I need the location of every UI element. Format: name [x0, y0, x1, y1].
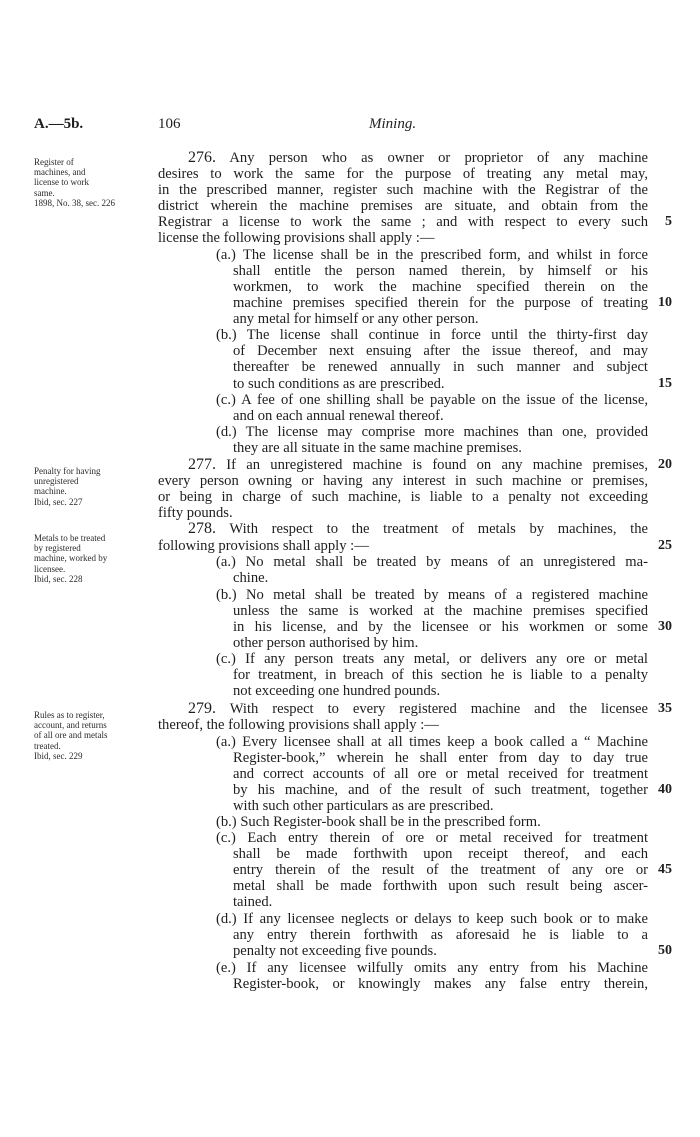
line-number: 35 [658, 701, 672, 716]
text-line: shall be made forthwith upon receipt thereof, and each [233, 846, 648, 862]
margin-note-line: Penalty for having [34, 466, 101, 476]
section-number: 276. [188, 149, 216, 166]
margin-note-line: treated. [34, 740, 61, 751]
line-number: 10 [658, 295, 672, 310]
text-line: (a.) No metal shall be treated by means of an unregistered ma- [216, 554, 648, 570]
margin-note-line: license to work [34, 177, 89, 188]
text-line: machine premises specified therein for the purpose of treating [233, 295, 648, 311]
section-number: 278. [188, 520, 216, 537]
margin-note-line: Rules as to register, [34, 710, 105, 720]
text-line: (c.) A fee of one shilling shall be payable on the issue of the license, [216, 392, 648, 408]
text-line: (a.) The license shall be in the prescribed form, and whilst in force [216, 247, 648, 263]
text-line: not exceeding one hundred pounds. [233, 683, 441, 699]
text-line: following provisions shall apply :— [158, 538, 369, 554]
section-277-line [188, 457, 648, 473]
text-line: license the following provisions shall apply :— [158, 230, 435, 246]
text-line: by his machine, and of the result of such treatment, together [233, 782, 648, 798]
text-line: Register-book,” wherein he shall enter from day to day true [233, 750, 648, 766]
margin-note-278 [34, 533, 156, 584]
line-number: 50 [658, 943, 672, 958]
margin-note-line: Metals to be treated [34, 533, 106, 543]
line-text: With respect to every registered machine and the licensee [229, 701, 649, 717]
margin-note-279 [34, 710, 156, 761]
line-text: If an unregistered machine is found on any machine premises, [226, 457, 649, 473]
text-line: (c.) If any person treats any metal, or delivers any ore or metal [216, 651, 648, 667]
text-line: and on each annual renewal thereof. [233, 408, 444, 424]
section-278-line [188, 521, 648, 537]
text-line: Register-book, or knowingly makes any false entry therein, [233, 976, 648, 992]
text-line: (d.) If any licensee neglects or delays to keep such book or to make [216, 911, 648, 927]
margin-note-line: account, and returns [34, 720, 107, 731]
text-line: with such other particulars as are prescribed. [233, 798, 494, 814]
text-line: in the prescribed manner, register such machine with the Registrar of the [158, 182, 648, 198]
margin-note-276 [34, 157, 156, 208]
line-number: 30 [658, 619, 672, 634]
line-number: 40 [658, 782, 672, 797]
text-line: district wherein the machine premises are situate, and obtain from the [158, 198, 648, 214]
text-line: of December next ensuing after the issue thereof, and may [233, 343, 648, 359]
margin-note-line: licensee. [34, 563, 66, 574]
text-line: entry therein of the result of the treatment of any ore or [233, 862, 648, 878]
text-line: metal shall be made forthwith upon such result being ascer- [233, 878, 648, 894]
section-number: 277. [188, 456, 216, 473]
margin-note-line: same. [34, 187, 55, 198]
text-line: to such conditions as are prescribed. [233, 376, 445, 392]
text-line: tained. [233, 894, 273, 910]
section-276-line [188, 150, 648, 166]
line-text: With respect to the treatment of metals by machines, the [229, 521, 648, 537]
text-line: (a.) Every licensee shall at all times keep a book called a “ Machine [216, 734, 648, 750]
margin-note-line: Ibid, sec. 228 [34, 573, 83, 584]
text-line: in his license, and by the licensee or his workmen or some [233, 619, 648, 635]
line-number: 5 [665, 214, 672, 229]
text-line: (c.) Each entry therein of ore or metal received for treatment [216, 830, 648, 846]
margin-note-line: 1898, No. 38, sec. 226 [34, 197, 115, 208]
text-line: thereof, the following provisions shall apply :— [158, 717, 439, 733]
section-279-line [188, 701, 648, 717]
text-line: thereafter be renewed annually in such manner and subject [233, 359, 648, 375]
text-line: Registrar a license to work the same ; and with respect to every such [158, 214, 648, 230]
margin-note-line: unregistered [34, 476, 79, 487]
text-line: (d.) The license may comprise more machines than one, provided [216, 424, 648, 440]
margin-note-line: of all ore and metals [34, 730, 108, 741]
margin-note-line: machines, and [34, 167, 86, 178]
line-number: 45 [658, 862, 672, 877]
text-line: (e.) If any licensee wilfully omits any entry from his Machine [216, 960, 648, 976]
margin-note-line: machine. [34, 486, 67, 497]
text-line: for treatment, in breach of this section he is liable to a penalty [233, 667, 648, 683]
text-line: any entry therein forthwith as aforesaid he is liable to a [233, 927, 648, 943]
text-line: they are all situate in the same machine premises. [233, 440, 522, 456]
page-header [0, 116, 700, 136]
text-line: (b.) No metal shall be treated by means of a registered machine [216, 587, 648, 603]
text-line: fifty pounds. [158, 505, 233, 521]
margin-note-277 [34, 466, 156, 507]
text-line: unless the same is worked at the machine premises specified [233, 603, 648, 619]
document-code: A.—5b. [34, 116, 84, 132]
margin-note-line: Ibid, sec. 227 [34, 496, 83, 507]
text-line: penalty not exceeding five pounds. [233, 943, 437, 959]
section-number: 279. [188, 700, 216, 717]
margin-note-line: Ibid, sec. 229 [34, 750, 83, 761]
margin-note-line: Register of [34, 157, 74, 167]
page-number: 106 [158, 116, 181, 132]
text-line: other person authorised by him. [233, 635, 419, 651]
text-line: or being in charge of such machine, is liable to a penalty not exceeding [158, 489, 648, 505]
text-line: chine. [233, 570, 269, 586]
page-title: Mining. [369, 116, 417, 132]
text-line: every person owning or having any interest in such machine or premises, [158, 473, 648, 489]
text-line: any metal for himself or any other person. [233, 311, 479, 327]
line-number: 25 [658, 538, 672, 553]
margin-note-line: by registered [34, 543, 81, 554]
line-number: 15 [658, 376, 672, 391]
text-line: workmen, to work the machine specified therein on the [233, 279, 648, 295]
line-number: 20 [658, 457, 672, 472]
line-text: Any person who as owner or proprietor of any machine [229, 150, 649, 166]
margin-note-line: machine, worked by [34, 553, 108, 564]
text-line: (b.) Such Register-book shall be in the prescribed form. [216, 814, 541, 830]
text-line: desires to work the same for the purpose of treating any metal may, [158, 166, 648, 182]
text-line: and correct accounts of all ore or metal received for treatment [233, 766, 648, 782]
text-line: shall entitle the person named therein, by himself or his [233, 263, 648, 279]
text-line: (b.) The license shall continue in force until the thirty-first day [216, 327, 648, 343]
